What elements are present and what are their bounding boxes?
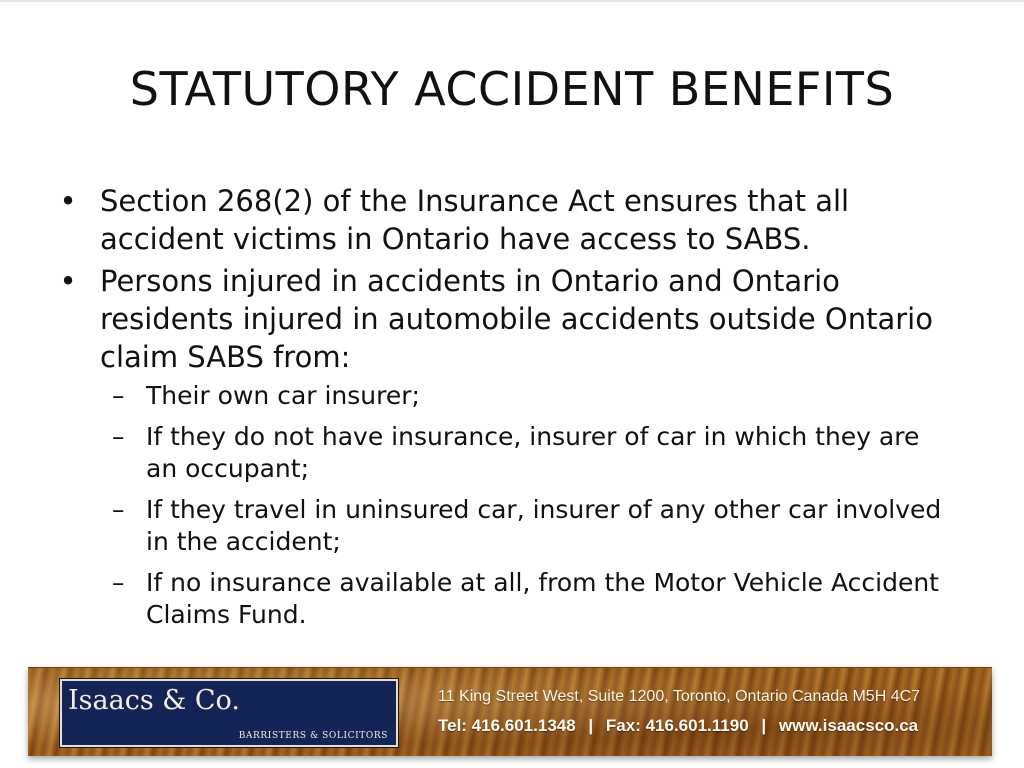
firm-logo bbox=[60, 679, 398, 747]
separator: | bbox=[761, 716, 767, 735]
bullet-text: Section 268(2) of the Insurance Act ensures that all accident victims in Ontario have access to SABS. bbox=[100, 184, 850, 256]
fax: Fax: 416.601.1190 bbox=[605, 716, 749, 735]
sub-bullet-list bbox=[58, 380, 958, 631]
footer-banner bbox=[28, 667, 992, 756]
telephone: Tel: 416.601.1348 bbox=[438, 716, 576, 735]
firm-name: Isaacs & Co. bbox=[68, 685, 240, 716]
sub-bullet-item bbox=[58, 380, 958, 412]
dash-marker: – bbox=[112, 422, 125, 451]
bullet-text: Persons injured in accidents in Ontario and Ontario residents injured in automobile accidents outside Ontario claim SABS from: bbox=[100, 264, 933, 374]
sub-bullet-item bbox=[58, 494, 958, 558]
sub-bullet-text: If no insurance available at all, from the Motor Vehicle Accident Claims Fund. bbox=[146, 568, 939, 629]
firm-address: 11 King Street West, Suite 1200, Toronto, Ontario Canada M5H 4C7 bbox=[438, 688, 921, 705]
bullet-marker: • bbox=[59, 184, 77, 218]
sub-bullet-item bbox=[58, 567, 958, 631]
dash-marker: – bbox=[112, 568, 125, 597]
bullet-item bbox=[58, 182, 958, 258]
firm-subtitle: BARRISTERS & SOLICITORS bbox=[238, 731, 388, 741]
slide-content bbox=[58, 182, 958, 640]
sub-bullet-text: If they travel in uninsured car, insurer of any other car involved in the accident; bbox=[146, 495, 942, 556]
separator: | bbox=[588, 716, 594, 735]
top-divider bbox=[0, 0, 1024, 2]
sub-bullet-item bbox=[58, 421, 958, 485]
slide-title: STATUTORY ACCIDENT BENEFITS bbox=[129, 62, 895, 116]
sub-bullet-text: Their own car insurer; bbox=[146, 381, 420, 410]
sub-bullet-text: If they do not have insurance, insurer of car in which they are an occupant; bbox=[146, 422, 920, 483]
dash-marker: – bbox=[112, 381, 125, 410]
contact-line bbox=[438, 716, 918, 736]
website-link[interactable]: www.isaacsco.ca bbox=[778, 716, 919, 735]
bullet-marker: • bbox=[59, 264, 77, 298]
dash-marker: – bbox=[112, 495, 125, 524]
bullet-item bbox=[58, 262, 958, 376]
